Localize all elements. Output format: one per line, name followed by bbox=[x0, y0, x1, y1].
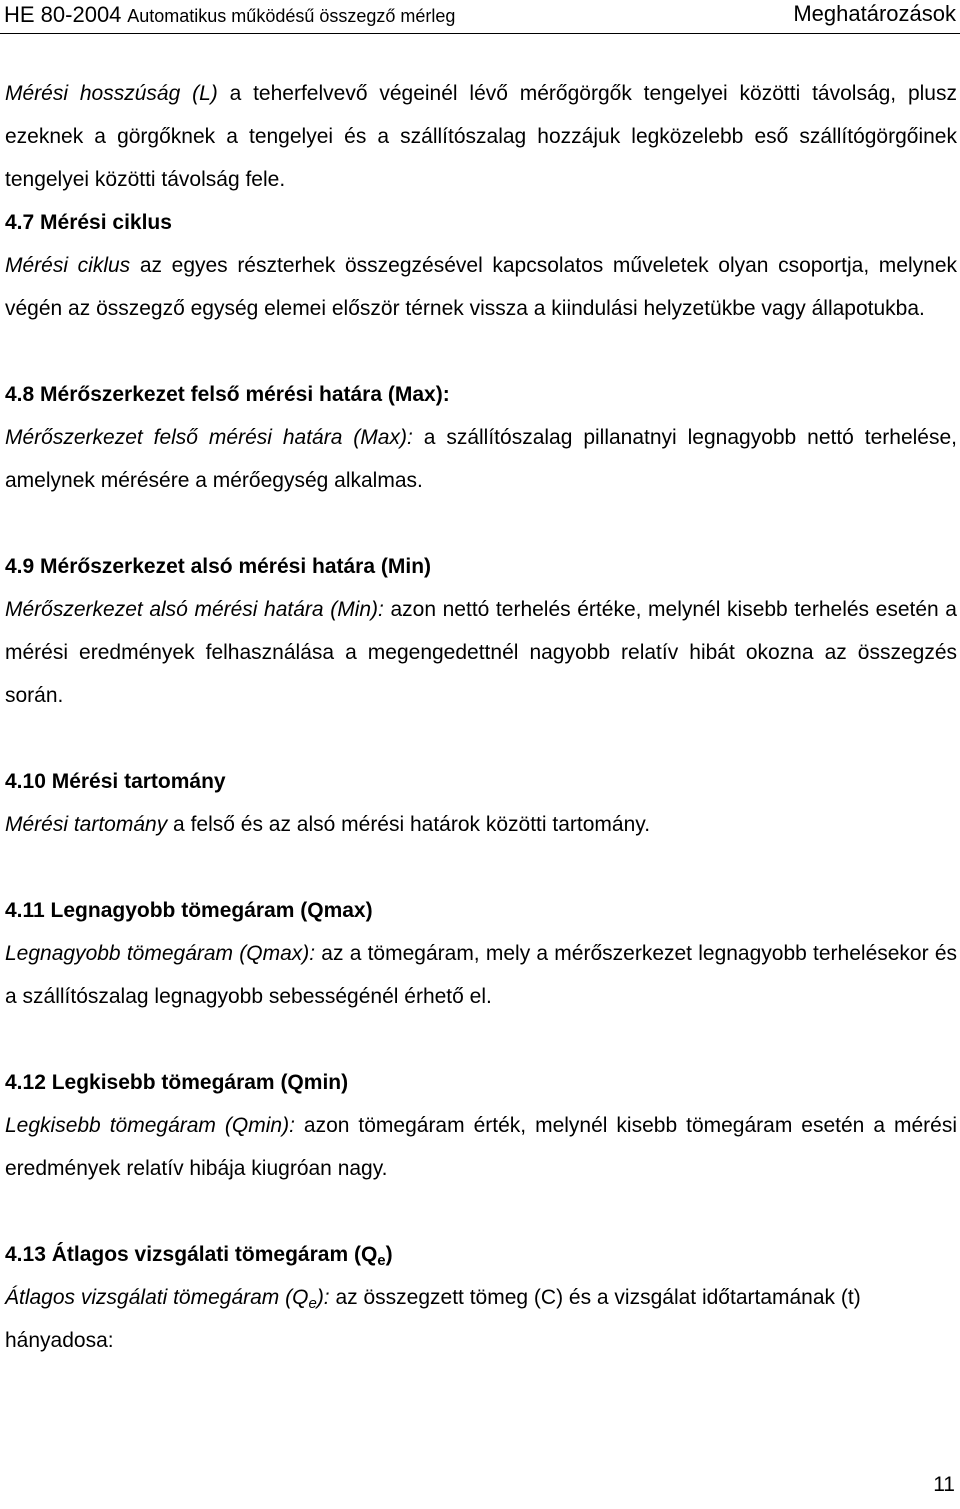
definition-4-11 bbox=[5, 932, 957, 1018]
definition-text: a felső és az alsó mérési határok közötti tartomány. bbox=[167, 813, 651, 836]
defined-term: Mérőszerkezet alsó mérési határa (Min): bbox=[5, 598, 384, 621]
section-heading-4-10: 4.10 Mérési tartomány bbox=[5, 770, 226, 793]
document-title: Automatikus működésű összegző mérleg bbox=[127, 6, 456, 26]
defined-term: Mérési tartomány bbox=[5, 813, 168, 836]
definition-text: az egyes részterhek összegzésével kapcsolatos műveletek olyan csoportja, melynek végén az összegző egység elemei először térnek vissza a kiindulási helyzetükbe vagy állapotukba. bbox=[5, 254, 957, 320]
defined-term: Mérési hosszúság (L) bbox=[5, 82, 218, 105]
definition-text: az összegzett tömeg (C) és a vizsgálat időtartamának (t) hányadosa: bbox=[5, 1286, 861, 1352]
page-number: 11 bbox=[933, 1473, 955, 1496]
term-text: Átlagos vizsgálati tömegáram (Q bbox=[5, 1286, 309, 1309]
section-heading-4-7: 4.7 Mérési ciklus bbox=[5, 211, 172, 234]
definition-4-13 bbox=[5, 1276, 957, 1362]
section-heading-4-12: 4.12 Legkisebb tömegáram (Qmin) bbox=[5, 1071, 349, 1094]
heading-text-end: ) bbox=[385, 1243, 393, 1266]
defined-term: Legnagyobb tömegáram (Qmax): bbox=[5, 942, 316, 965]
intro-paragraph bbox=[5, 72, 957, 201]
section-heading-4-9: 4.9 Mérőszerkezet alsó mérési határa (Min) bbox=[5, 555, 432, 578]
section-heading-4-13 bbox=[5, 1233, 957, 1276]
defined-term bbox=[5, 1286, 330, 1312]
page-content bbox=[5, 72, 957, 1362]
term-text-end: ): bbox=[316, 1286, 330, 1309]
section-title: Meghatározások bbox=[793, 1, 956, 26]
definition-4-10 bbox=[5, 803, 957, 846]
term-subscript: e bbox=[308, 1295, 317, 1312]
definition-4-8 bbox=[5, 416, 957, 502]
defined-term: Mérőszerkezet felső mérési határa (Max): bbox=[5, 426, 413, 449]
definition-text: az a tömegáram, mely a mérőszerkezet legnagyobb terhelésekor és a szállítószalag legnagyobb sebességénél érhető el. bbox=[5, 942, 957, 1008]
definition-4-12 bbox=[5, 1104, 957, 1190]
definition-text: azon nettó terhelés értéke, melynél kisebb terhelés esetén a mérési eredmények felhasználása a megengedettnél nagyobb relatív hibát okozna az összegzés során. bbox=[5, 598, 957, 707]
definition-text: a szállítószalag pillanatnyi legnagyobb nettó terhelése, amelynek mérésére a mérőegység alkalmas. bbox=[5, 426, 957, 492]
heading-subscript: e bbox=[377, 1252, 386, 1269]
header-left bbox=[4, 2, 455, 28]
page-header bbox=[0, 0, 960, 34]
section-heading-4-11: 4.11 Legnagyobb tömegáram (Qmax) bbox=[5, 899, 373, 922]
defined-term: Mérési ciklus bbox=[5, 254, 131, 277]
document-code: HE 80-2004 bbox=[4, 2, 122, 27]
definition-4-7 bbox=[5, 244, 957, 330]
definition-4-9 bbox=[5, 588, 957, 717]
heading-text: 4.13 Átlagos vizsgálati tömegáram (Q bbox=[5, 1243, 378, 1266]
definition-text: azon tömegáram érték, melynél kisebb tömegáram esetén a mérési eredmények relatív hibája kiugróan nagy. bbox=[5, 1114, 957, 1180]
section-heading-4-8: 4.8 Mérőszerkezet felső mérési határa (Max): bbox=[5, 383, 450, 406]
definition-text: a teherfelvevő végeinél lévő mérőgörgők tengelyei közötti távolság, plusz ezeknek a görgőknek a tengelyei és a szállítószalag hozzájuk legközelebb eső szállítógörgőinek tengelyei közötti távolság fele. bbox=[5, 82, 957, 191]
defined-term: Legkisebb tömegáram (Qmin): bbox=[5, 1114, 295, 1137]
